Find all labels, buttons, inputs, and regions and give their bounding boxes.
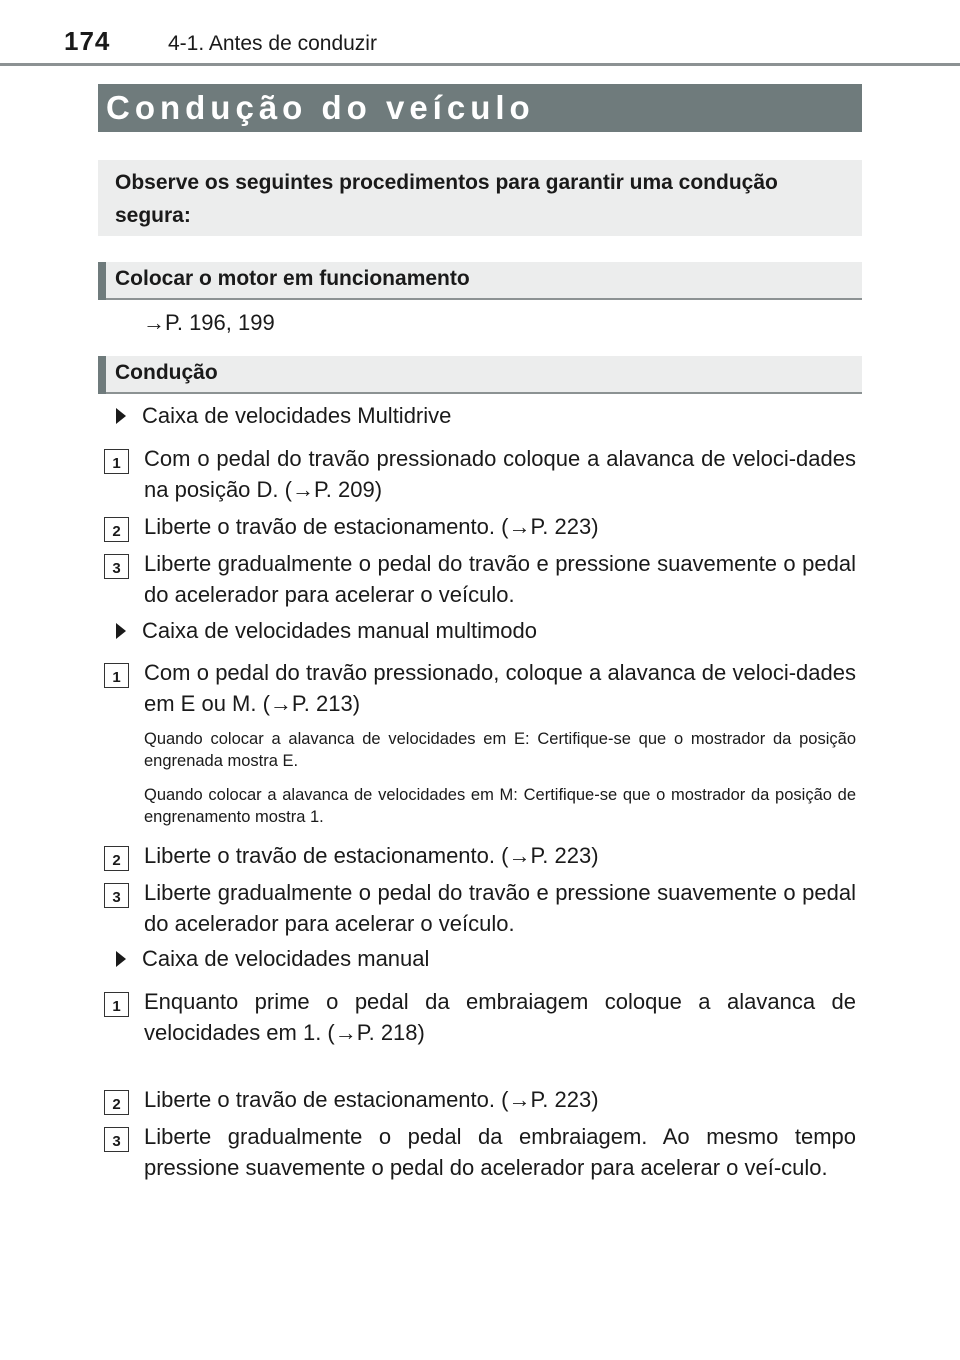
- step-text: Enquanto prime o pedal da embraiagem coloque a alavanca de velocidades em 1. (→P. 218): [144, 989, 856, 1045]
- intro-box: [98, 160, 862, 236]
- page-title: Condução do veículo: [106, 89, 535, 126]
- group-title-text: Caixa de velocidades Multidrive: [142, 403, 452, 428]
- section-label: 4-1. Antes de conduzir: [168, 32, 377, 55]
- intro-text: Observe os seguintes procedimentos para garantir uma condução segura:: [115, 171, 778, 227]
- step-text: Com o pedal do travão pressionado coloque a alavanca de veloci-dades na posição D. (→P. 209): [144, 446, 856, 502]
- step-text: Liberte gradualmente o pedal do travão e pressione suavemente o pedal do acelerador para acelerar o veículo.: [144, 551, 856, 607]
- group-title-manual: [116, 946, 429, 972]
- page-number: 174: [64, 26, 111, 56]
- step-text: Com o pedal do travão pressionado, coloque a alavanca de veloci-dades em E ou M. (→P. 213): [144, 660, 856, 716]
- step-text: Liberte o travão de estacionamento. (→P. 223): [144, 1087, 599, 1112]
- triangle-bullet-icon: [116, 951, 126, 967]
- triangle-bullet-icon: [116, 623, 126, 639]
- step-text: Liberte gradualmente o pedal do travão e pressione suavemente o pedal do acelerador para acelerar o veículo.: [144, 880, 856, 936]
- page-title-bar: [98, 84, 862, 132]
- step-number-badge: 1: [104, 663, 129, 688]
- step-number-badge: 1: [104, 992, 129, 1017]
- subsection-bar: [98, 356, 106, 394]
- step-text: Liberte o travão de estacionamento. (→P. 223): [144, 514, 599, 539]
- step-text: Liberte o travão de estacionamento. (→P. 223): [144, 843, 599, 868]
- page-reference: →P. 196, 199: [143, 310, 275, 335]
- group-title-multidrive: [116, 403, 451, 429]
- header-rule: [0, 63, 960, 66]
- note-text: Quando colocar a alavanca de velocidades em E: Certifique-se que o mostrador da posição engrenada mostra E.: [144, 730, 856, 770]
- subsection-header-start-engine: [98, 262, 862, 300]
- step-number-badge: 2: [104, 517, 129, 542]
- step-number-badge: 3: [104, 1127, 129, 1152]
- step-number-badge: 1: [104, 449, 129, 474]
- step-number-badge: 3: [104, 554, 129, 579]
- group-title-manual-multimode: [116, 618, 537, 644]
- note-text: Quando colocar a alavanca de velocidades em M: Certifique-se que o mostrador da posição de engrenamento mostra 1.: [144, 786, 856, 826]
- page-header: [0, 0, 960, 70]
- step-number-badge: 3: [104, 883, 129, 908]
- group-title-text: Caixa de velocidades manual: [142, 946, 430, 971]
- step-text: Liberte gradualmente o pedal da embraiagem. Ao mesmo tempo pressione suavemente o pedal do acelerador para acelerar o veí-culo.: [144, 1124, 856, 1180]
- subsection-header-driving: [98, 356, 862, 394]
- subsection-title: Colocar o motor em funcionamento: [115, 267, 470, 290]
- triangle-bullet-icon: [116, 408, 126, 424]
- step-number-badge: 2: [104, 846, 129, 871]
- subsection-bar: [98, 262, 106, 300]
- group-title-text: Caixa de velocidades manual multimodo: [142, 618, 537, 643]
- subsection-title: Condução: [115, 361, 218, 384]
- step-number-badge: 2: [104, 1090, 129, 1115]
